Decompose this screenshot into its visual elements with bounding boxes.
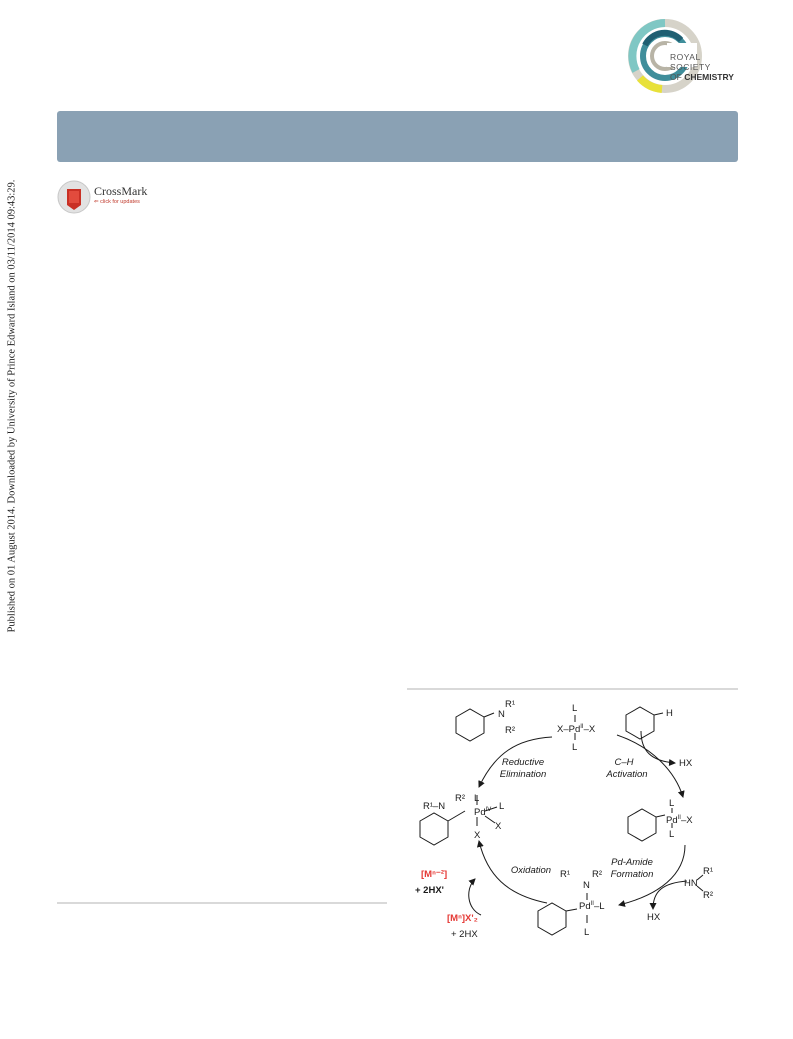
species-mnx: [Mⁿ]X'₂ (447, 913, 478, 924)
svg-text:L: L (572, 703, 578, 714)
benzene-ring-arene (626, 707, 654, 739)
step-reductive-1: Reductive (501, 757, 545, 768)
svg-text:X: X (495, 821, 502, 832)
svg-text:R¹: R¹ (560, 869, 571, 880)
svg-text:N: N (583, 880, 590, 891)
benzene-ring-pd-iv (420, 813, 448, 845)
publisher-name-line1: ROYAL SOCIETY (670, 52, 711, 72)
svg-text:X–PdII–X: $X-Pd^{II}-X$ (557, 724, 596, 735)
download-notice (4, 178, 20, 633)
benzene-ring-product (456, 709, 484, 741)
crossmark-badge[interactable] (57, 180, 167, 214)
arrow-hx-out-right (653, 881, 687, 909)
step-amide-2: Formation (610, 869, 654, 880)
svg-text:R¹: R¹ (505, 699, 516, 710)
svg-text:R¹–N: R¹–N (423, 801, 446, 812)
svg-text:PdIV: $Pd^{IV}$ (474, 807, 492, 818)
svg-text:X: X (474, 830, 481, 841)
step-amide-1: Pd-Amide (611, 857, 653, 868)
crossmark-title: CrossMark (94, 184, 148, 198)
svg-text:R¹: R¹ (703, 866, 714, 877)
crossmark-icon (57, 180, 91, 214)
publisher-name (670, 52, 739, 82)
svg-text:L: L (572, 742, 578, 753)
catalytic-cycle-scheme (407, 695, 738, 975)
benzene-ring-pd-aryl (628, 809, 656, 841)
svg-text:L: L (669, 798, 675, 809)
svg-text:L: L (584, 927, 590, 938)
svg-text:L: L (499, 801, 505, 812)
species-hx-bottom: HX (647, 912, 661, 923)
divider-right (407, 688, 738, 690)
svg-text:R²: R² (505, 725, 516, 736)
svg-text:PdII–X: $Pd^{II}-X$ (666, 815, 693, 826)
svg-text:R²: R² (455, 793, 466, 804)
publisher-name-line2: OF CHEMISTRY (670, 72, 734, 82)
species-plus-2hx: + 2HX (451, 929, 478, 940)
species-hx-top: HX (679, 758, 693, 769)
species-mn2: [Mⁿ⁻²] (421, 869, 448, 880)
svg-text:L: L (474, 793, 480, 804)
svg-text:N: N (498, 709, 505, 720)
header-banner (57, 111, 738, 162)
species-plus-2hxp: + 2HX' (415, 885, 444, 896)
step-reductive-2: Elimination (499, 769, 547, 780)
crossmark-subtitle: ⇐ click for updates (94, 199, 140, 205)
download-notice-text: Published on 01 August 2014. Downloaded by University of Prince Edward Island on 03/11/2014 09:43:29. (6, 179, 18, 632)
publisher-logo[interactable] (627, 18, 739, 94)
arrow-oxidant (469, 879, 481, 915)
step-oxidation: Oxidation (510, 865, 552, 876)
divider-left (57, 902, 387, 904)
svg-text:PdII–L: $Pd^{II}-L$ (579, 901, 605, 912)
svg-text:R²: R² (592, 869, 603, 880)
benzene-ring-pd-amide (538, 903, 566, 935)
svg-text:HN: HN (684, 878, 698, 889)
step-ch-1: C–H (614, 757, 634, 768)
step-ch-2: Activation (606, 769, 648, 780)
svg-text:R²: R² (703, 890, 714, 901)
svg-text:H: H (666, 708, 673, 719)
catalytic-cycle-svg (407, 695, 738, 975)
svg-text:L: L (669, 829, 675, 840)
